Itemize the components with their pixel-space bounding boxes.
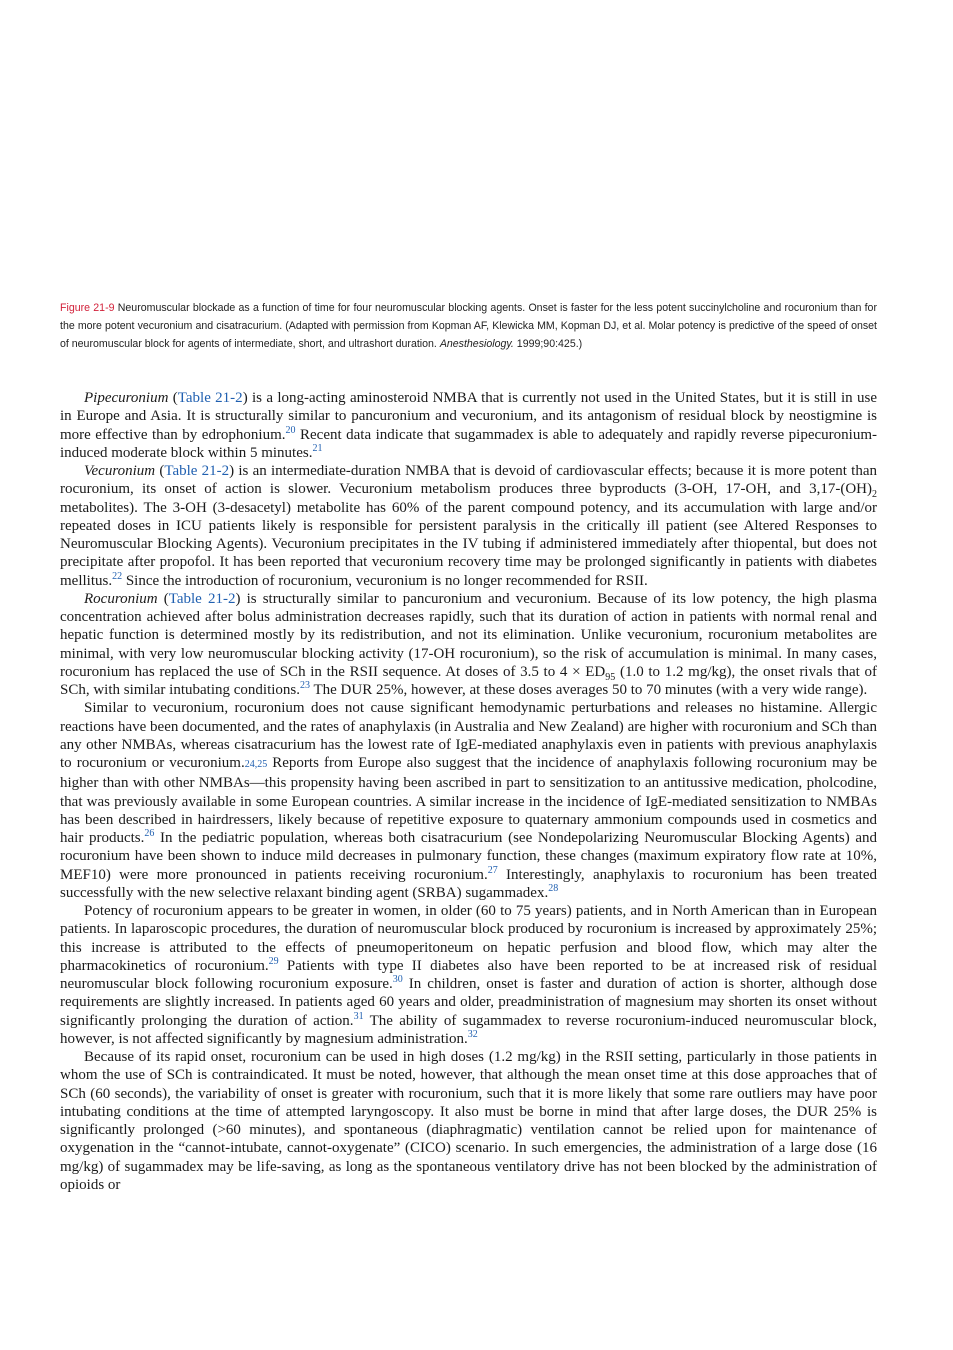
table-link[interactable]: Table 21-2 <box>168 590 236 607</box>
paragraph-rocuronium: Rocuronium (Table 21-2) is structurally similar to pancuronium and vecuronium. Because of its low potency, the high plasma concentration achieved after bolus administration decreases rapidly, such that its duration of action in patients with normal renal and hepatic function is determined mostly by its redistribution, and not its elimination. Unlike vecuronium, rocuronium metabolites are minimal, with very low neuromuscular blocking activity (17-OH rocuronium), so the risk of accumulation is minimal. In many cases, rocuronium has replaced the use of SCh in the RSII sequence. At doses of 3.5 to $4 \times ED_{95}$ (1.0 to 1.2 mg/kg), the onset rivals that of SCh, with similar intubating conditions.$^{23}$ The DUR 25%, however, at these doses averages 50 to 70 minutes (with a very wide range). <box>60 590 878 698</box>
citation-link[interactable]: 29 <box>268 955 279 967</box>
text-run: metabolites). The 3-OH (3-desacetyl) metabolite has 60% of the parent compound potency, and its accumulation with large and/or repeated doses in ICU patients likely is responsible for persistent paralysis in the critically ill patient (see Altered Responses to Neuromuscular Blocking Agents). Vecuronium precipitates in the IV tubing if administered immediately after thiopental, but does not precipitate after propofol. It has been reported that vecuronium recovery time may be prolonged significantly in patients with diabetes mellitus. <box>60 499 877 589</box>
term-pipecuronium: Pipecuronium <box>84 390 169 406</box>
text-run: Interestingly, anaphylaxis to rocuronium has been treated successfully with the new selective relaxant binding agent (SRBA) sugammadex. <box>60 866 877 901</box>
citation-link[interactable]: 27 <box>487 864 498 876</box>
text-run: ) is a long-acting aminosteroid NMBA that is currently not used in the United States, but it is still in use in Europe and Asia. It is structurally similar to pancuronium and vecuronium, and its antagonism of residual block by neostigmine is more effective than by edrophonium. <box>60 390 877 443</box>
text-run: The DUR 25%, however, at these doses averages 50 to 70 minutes (with a very wide range). <box>310 682 868 698</box>
text-run: Recent data indicate that sugammadex is able to adequately and rapidly reverse pipecuronium-induced moderate block within 5 minutes. <box>60 426 877 461</box>
paragraph-potency <box>60 902 877 1048</box>
figure-caption <box>60 300 877 353</box>
text-run: Reports from Europe also suggest that the incidence of anaphylaxis following rocuronium may be higher than with other NMBAs—this propensity having been ascribed in part to sensitization to an antitussive medication, pholcodine, that was previously available in some European countries. A similar increase in the incidence of IgE-mediated sensitization to NMBAs has been described in hairdressers, likely because of repetitive exposure to quaternary ammonium compounds used in cosmetics and hair products. <box>60 755 877 846</box>
citation-link[interactable]: 26 <box>144 828 155 839</box>
caption-text: Neuromuscular blockade as a function of time for four neuromuscular blocking agents. Onset is faster for the less potent succinylcholine and rocuronium than for the more potent vecuronium and cisatracurium. (Adapted with permission from Kopman AF, Klewicka MM, Kopman DJ, et al. Molar potency is predictive of the speed of onset of neuromuscular block for agents of intermediate, short, and ultrashort duration. <box>60 302 877 350</box>
text-run: Potency of rocuronium appears to be greater in women, in older (60 to 75 years) patients, and in North American than in European patients. In laparoscopic procedures, the duration of neuromuscular block produced by rocuronium is increased by approximately 25%; this increase is attributed to the effects of pneumoperitoneum on hepatic perfusion and blood flow, which may alter the pharmacokinetics of rocuronium. <box>60 903 877 974</box>
caption-journal: Anesthesiology. <box>439 337 514 350</box>
subscript: 95 <box>605 671 616 683</box>
caption-citation: 1999;90:425.) <box>516 337 583 350</box>
text-run: In the pediatric population, whereas both cisatracurium (see Nondepolarizing Neuromuscular Blocking Agents) and rocuronium have been shown to induce mild decreases in pulmonary function, these changes (maximum expiratory flow rate at 10%, MEF10) were more pronounced in patients receiving rocuronium. <box>60 830 878 883</box>
text-run: The ability of sugammadex to reverse rocuronium-induced neuromuscular block, however, is not affected significantly by magnesium administration. <box>60 1012 877 1047</box>
term-vecuronium: Vecuronium <box>84 463 156 479</box>
text-run: In children, onset is faster and duration of action is shorter, although dose requirements are slightly increased. In patients aged 60 years and older, preadministration of magnesium may shorten its onset without significantly prolonging the duration of action. <box>60 976 877 1029</box>
citation-link[interactable]: 28 <box>548 882 559 894</box>
text-run: Since the introduction of rocuronium, vecuronium is no longer recommended for RSII. <box>122 572 648 589</box>
text-run: Because of its rapid onset, rocuronium can be used in high doses (1.2 mg/kg) in the RSII setting, particularly in those patients in whom the use of SCh is contraindicated. It must be noted, however, that although the mean onset time at this dose approaches that of SCh (60 seconds), the variability of onset is greater with rocuronium, such that it is more likely that some rare outliers may have poor intubating conditions at the time of attempted laryngoscopy. It also must be borne in mind that after large doses, the DUR 25% is significantly prolonged (>60 minutes), and spontaneous (diaphragmatic) ventilation cannot be relied upon for maintenance of oxygenation in the “cannot-intubate, cannot-oxygenate” (CICO) scenario. In such emergencies, the administration of a large dose (16 mg/kg) of sugammadex may be life-saving, as long as the spontaneous ventilatory drive has not been blocked by the administration of opioids or <box>60 1049 877 1193</box>
text-run: Patients with type II diabetes also have been reported to be at increased risk of residual neuromuscular block following rocuronium exposure. <box>60 957 877 992</box>
text-run: Similar to vecuronium, rocuronium does not cause significant hemodynamic perturbations and releases no histamine. Allergic reactions have been documented, and the rates of anaphylaxis (in Australia and New Zealand) are higher with rocuronium and SCh than any other NMBAs, whereas cisatracurium has the lowest rate of IgE-mediated anaphylaxis even in patients with previous anaphylaxis to rocuronium or vecuronium. <box>60 700 877 771</box>
body-text <box>60 389 877 1194</box>
citation-link[interactable]: 31 <box>353 1010 364 1022</box>
citation-link[interactable]: 30 <box>392 974 403 985</box>
text-run: ) is an intermediate-duration NMBA that is devoid of cardiovascular effects; because it is more potent than rocuronium, its onset of action is slower. Vecuronium metabolism produces three byproducts (3-OH, 17-OH, and 3,17-(OH) <box>60 463 877 498</box>
citation-link[interactable]: 21 <box>312 442 323 454</box>
text-run: (1.0 to 1.2 mg/kg), the onset rivals that of SCh, with similar intubating conditions. <box>60 663 878 698</box>
subscript: 2 <box>872 489 877 501</box>
citation-link[interactable]: 22 <box>112 570 123 582</box>
citation-link[interactable]: 24,25 <box>244 759 268 770</box>
table-link[interactable]: Table 21-2 <box>177 390 243 406</box>
paragraph-vecuronium: Vecuronium (Table 21-2) is an intermediate-duration NMBA that is devoid of cardiovascular effects; because it is more potent than rocuronium, its onset of action is slower. Vecuronium metabolism produces three byproducts (3-OH, 17-OH, and $3,17-(OH)_2$ metabolites). The 3-OH (3-desacetyl) metabolite has 60% of the parent compound potency, and its accumulation with large and/or repeated doses in ICU patients likely is responsible for persistent paralysis in the critically ill patient (see Altered Responses to Neuromuscular Blocking Agents). Vecuronium precipitates in the IV tubing if administered immediately after thiopental, but does not precipitate after propofol. It has been reported that vecuronium recovery time may be prolonged significantly in patients with diabetes mellitus.$^{22}$ Since the introduction of rocuronium, vecuronium is no longer recommended for RSII. <box>60 463 877 589</box>
figure-label: Figure 21-9 <box>60 302 115 314</box>
citation-link[interactable]: 23 <box>300 680 310 691</box>
term-rocuronium: Rocuronium <box>84 590 158 607</box>
paragraph-pipecuronium: Pipecuronium (Table 21-2) is a long-acting aminosteroid NMBA that is currently not used in the United States, but it is still in use in Europe and Asia. It is structurally similar to pancuronium and vecuronium, and its antagonism of residual block by neostigmine is more effective than by edrophonium.$^{20}$ Recent data indicate that sugammadex is able to adequately and rapidly reverse pipecuronium-induced moderate block within 5 minutes.$^{21}$ <box>60 390 877 461</box>
citation-link[interactable]: 20 <box>285 424 296 436</box>
paragraph-hemodynamics <box>60 699 877 902</box>
table-link[interactable]: Table 21-2 <box>164 463 230 479</box>
citation-link[interactable]: 32 <box>467 1028 478 1040</box>
text-run: ) is structurally similar to pancuronium and vecuronium. Because of its low potency, the high plasma concentration achieved after bolus administration decreases rapidly, such that its duration of action in patients with normal renal and hepatic function is determined mostly by its redistribution, and not its elimination. Unlike vecuronium, rocuronium metabolites are minimal, with very low neuromuscular blocking activity (17-OH rocuronium), so the risk of accumulation is minimal. In many cases, rocuronium has replaced the use of SCh in the RSII sequence. At doses of 3.5 to 4 × ED <box>60 590 877 680</box>
paragraph-rapid-onset <box>60 1048 877 1194</box>
